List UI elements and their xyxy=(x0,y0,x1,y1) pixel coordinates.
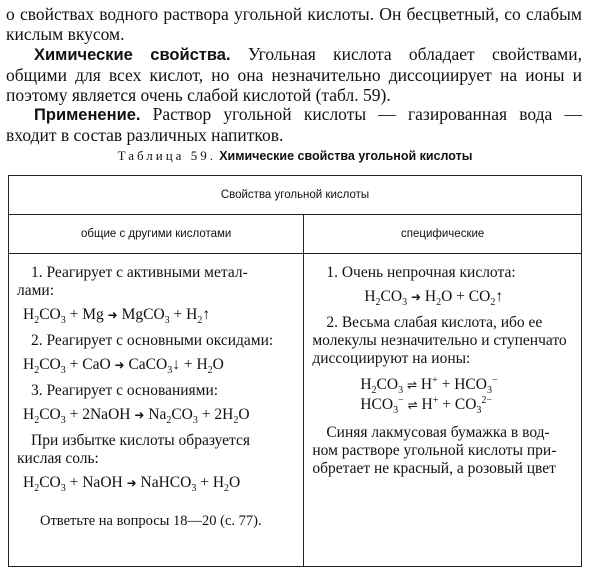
column-header-specific: специфические xyxy=(304,215,582,254)
specific-item-1: 1. Очень непрочная кислота: xyxy=(326,264,516,281)
general-item-2: 2. Реагирует с основными оксидами: xyxy=(31,332,274,349)
equation-base: $H_2CO_3$ + 2NaOH ➜ $Na_2CO_3 + 2H_2O$ xyxy=(23,406,250,427)
heading-application: Применение. xyxy=(34,106,141,124)
table-caption xyxy=(0,148,590,164)
paragraph-application xyxy=(6,104,582,145)
equation-dissociation-2: $HCO_3^-$ ⇌ $H^+ + CO_3^{2-}$ xyxy=(360,394,493,417)
table-caption-label: Таблица 59. xyxy=(117,148,216,163)
specific-item-3-line-3: обретает не красный, а розовый цвет xyxy=(312,460,556,477)
column-header-general: общие с другими кислотами xyxy=(9,215,304,254)
table-header: Свойства угольной кислоты xyxy=(9,176,582,215)
paragraph-application-text: Раствор угольной кислоты — газированная вода — входит в состав различных напитков. xyxy=(6,104,582,145)
specific-properties-cell xyxy=(304,254,582,567)
specific-item-2-line-3: диссоциируют на ионы: xyxy=(312,350,471,367)
paragraph-chemical-properties-text: Угольная кислота обладает свойствами, общими для всех кислот, но она незначительно диссоциирует на ионы и поэтому является очень слабой кислотой (табл. 59). xyxy=(6,44,582,105)
general-item-4-line-1: При избытке кислоты образуется xyxy=(31,432,251,449)
specific-item-2-line-2: молекулы незначительно и ступенчато xyxy=(312,332,567,349)
specific-item-2-line-1: 2. Весьма слабая кислота, ибо ее xyxy=(326,314,543,331)
equation-dissociation-1: $H_2CO_3$ ⇌ $H^+ + HCO_3^-$ xyxy=(360,374,498,397)
general-item-1-line-1: 1. Реагирует с активными метал- xyxy=(31,264,248,281)
table-caption-title: Химические свойства угольной кислоты xyxy=(219,149,473,163)
heading-chemical-properties: Химические свойства. xyxy=(34,46,231,64)
paragraph-chemical-properties xyxy=(6,44,582,105)
properties-table xyxy=(8,175,582,567)
equation-oxide: $H_2CO_3$ + CaO ➜ CaCO$_3$↓ + $H_2O$ xyxy=(23,356,224,377)
equation-decomposition: $H_2CO_3$ ➜ $H_2O$ + $CO_2↑$ xyxy=(364,288,504,309)
general-item-3: 3. Реагирует с основаниями: xyxy=(31,382,219,399)
general-item-1-line-2: лами: xyxy=(17,282,55,299)
equation-acid-salt: $H_2CO_3$ + NaOH ➜ NaHCO$_3$ + $H_2O$ xyxy=(23,474,241,495)
specific-item-3-line-2: ном растворе угольной кислоты при- xyxy=(312,442,557,459)
general-item-4-line-2: кислая соль: xyxy=(17,450,99,467)
footer-questions: Ответьте на вопросы 18—20 (с. 77). xyxy=(40,513,262,529)
paragraph-intro: о свойствах водного раствора угольной кислоты. Он бесцветный, со слабым кислым вкусом. xyxy=(6,4,582,44)
specific-item-3-line-1: Синяя лакмусовая бумажка в вод- xyxy=(326,424,550,441)
equation-metal: $H_2CO_3 + Mg$ ➜ MgCO$_3$ + $H_2↑$ xyxy=(23,306,211,327)
